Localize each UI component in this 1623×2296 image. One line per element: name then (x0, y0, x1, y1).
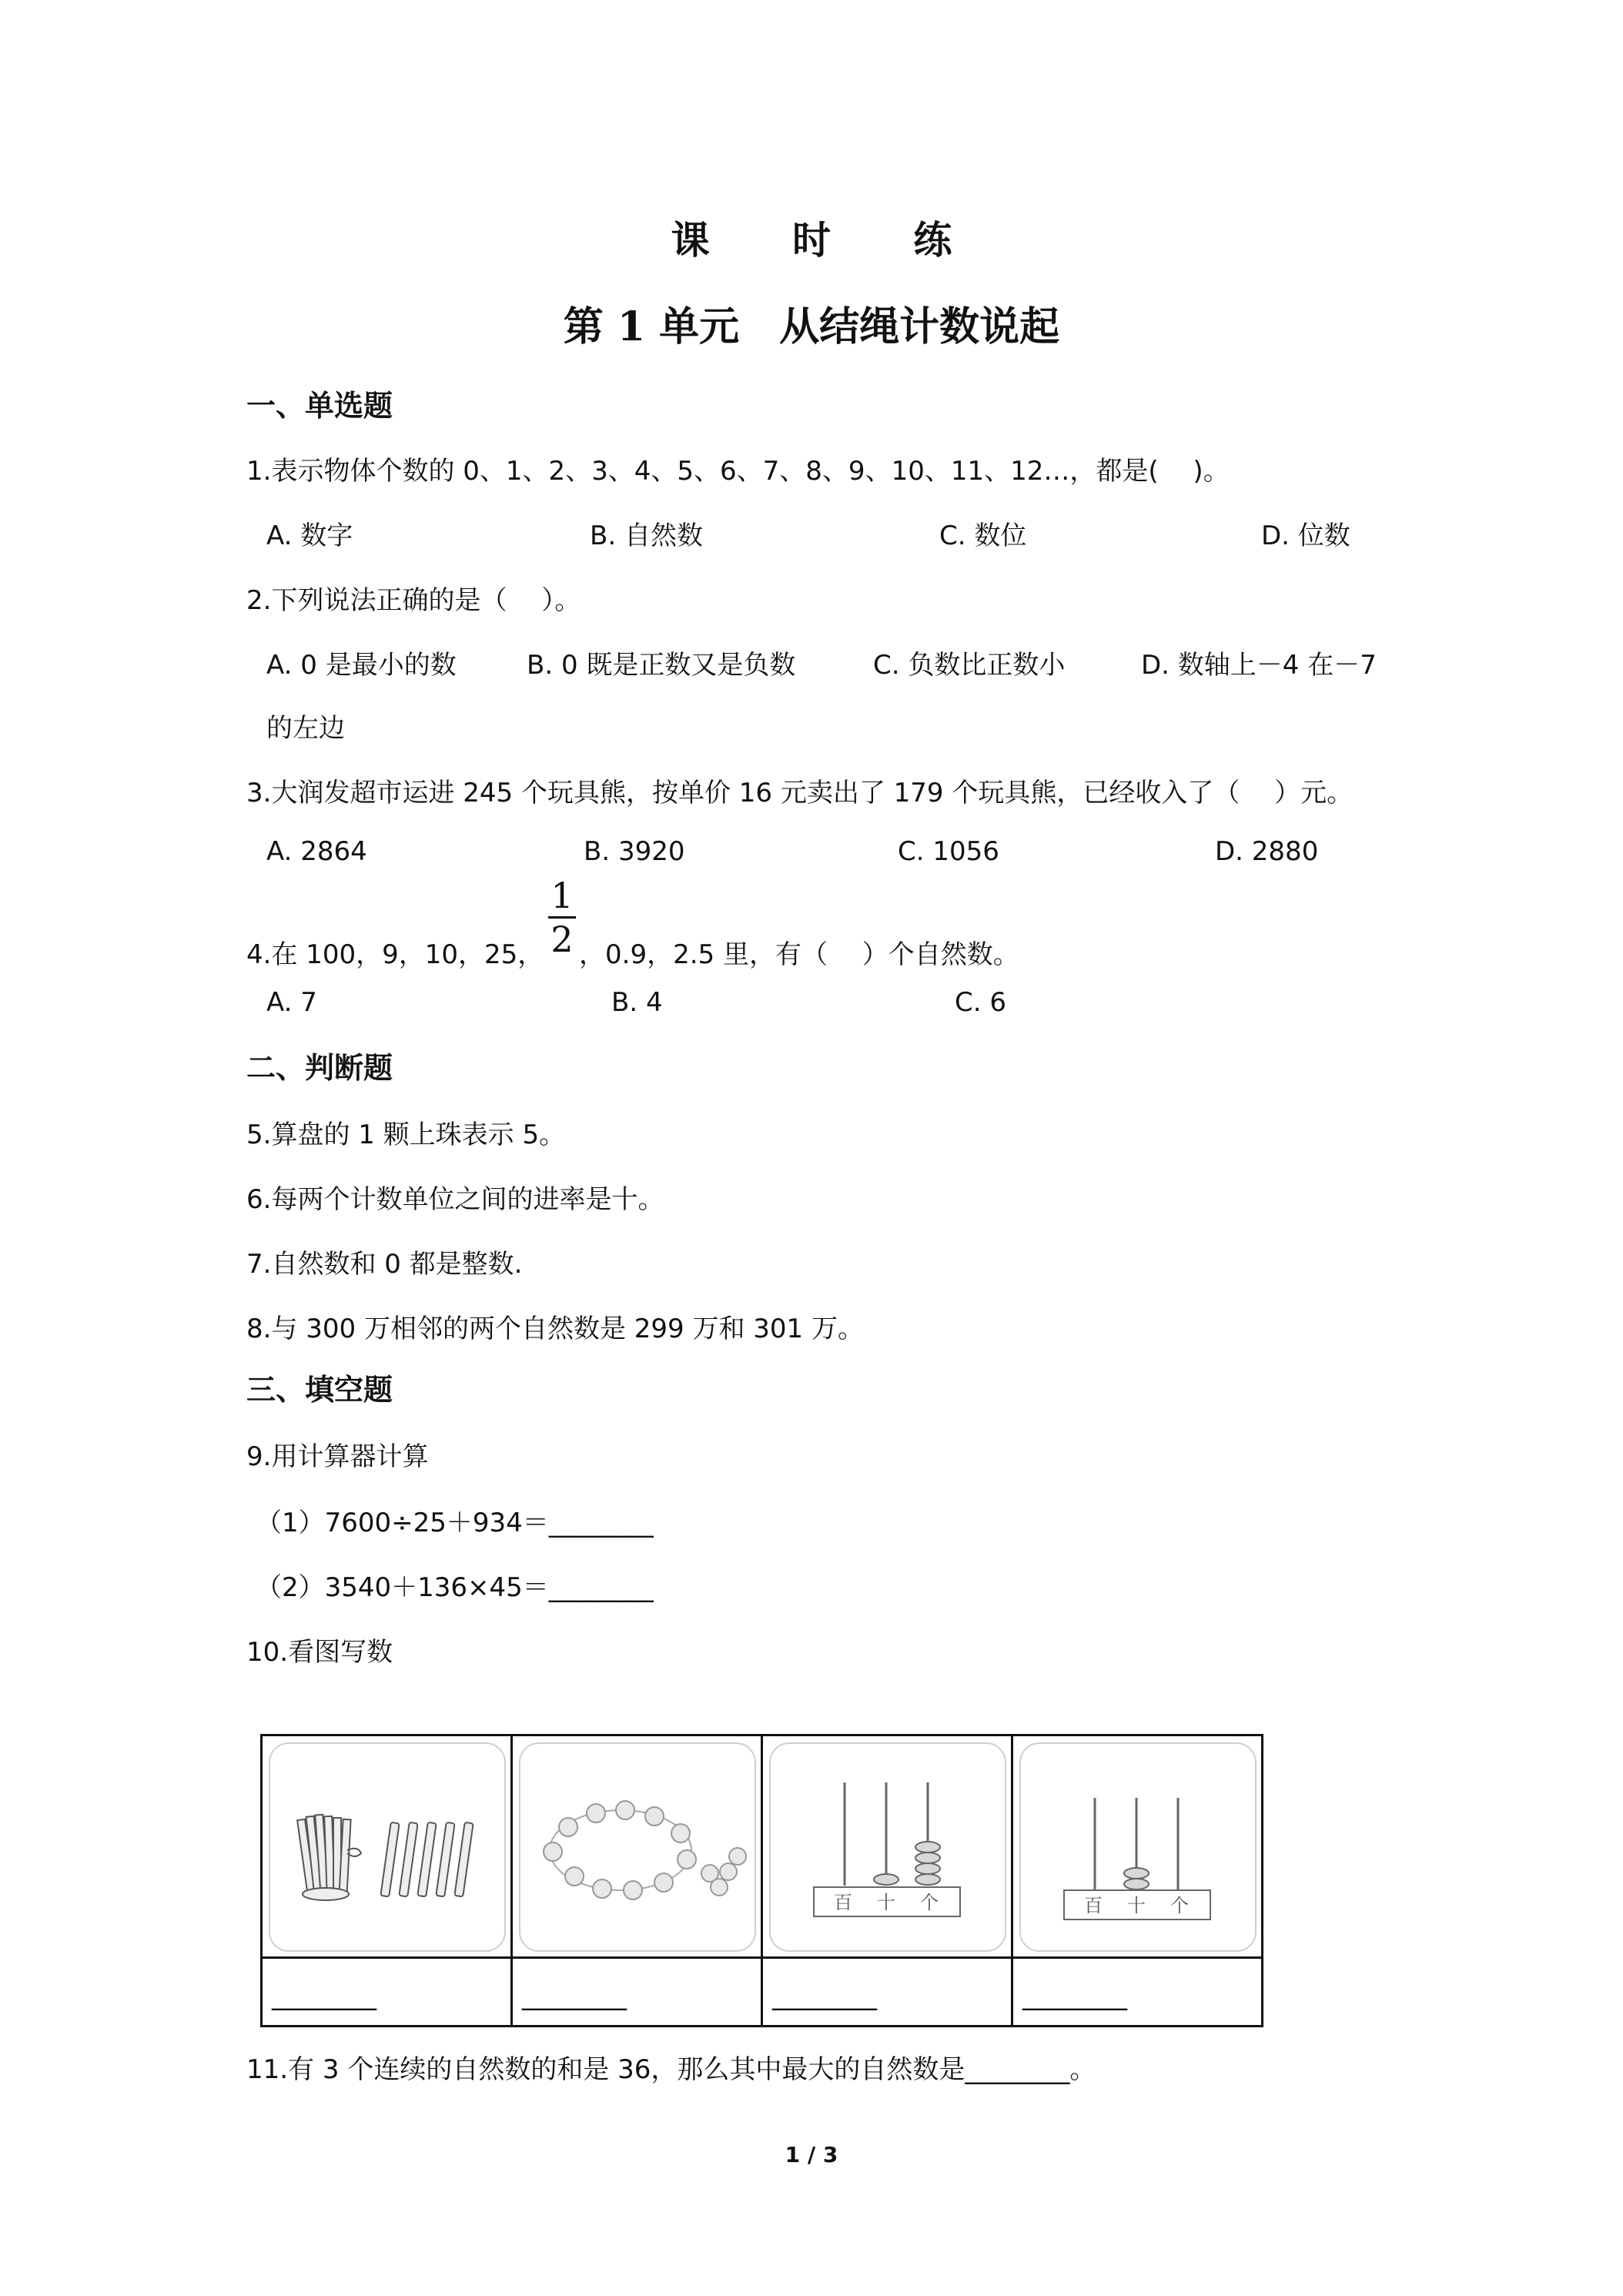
q4-option-c: C. 6 (955, 987, 1006, 1018)
answer-cell-3[interactable] (762, 1958, 1012, 2027)
question-11: 11.有 3 个连续的自然数的和是 36，那么其中最大的自然数是________。 (246, 2054, 1096, 2085)
question-5: 5.算盘的 1 颗上珠表示 5。 (246, 1120, 566, 1150)
q2-option-c: C. 负数比正数小 (873, 650, 1066, 681)
section-fill-blank: 三、填空题 (246, 1373, 393, 1407)
section-single-choice: 一、单选题 (246, 389, 393, 423)
abacus-illustration-1 (763, 1736, 1011, 1956)
beads-illustration (513, 1736, 761, 1956)
q4-option-a: A. 7 (266, 987, 317, 1018)
answer-blank-3: ________ (772, 1980, 877, 2011)
q1-option-b: B. 自然数 (590, 520, 703, 551)
page-title: 课 时 练 (671, 217, 987, 263)
question-6: 6.每两个计数单位之间的进率是十。 (246, 1184, 664, 1215)
answer-cell-1[interactable] (262, 1958, 512, 2027)
q2-option-d: D. 数轴上－4 在－7 (1141, 650, 1377, 681)
question-4-part1: 4.在 100，9，10，25， (246, 939, 544, 970)
q1-option-a: A. 数字 (266, 520, 353, 551)
page-number: 1 / 3 (785, 2142, 838, 2167)
question-9-part1: （1）7600÷25＋934＝________ (256, 1508, 654, 1538)
q3-option-d: D. 2880 (1215, 836, 1319, 867)
answer-cell-2[interactable] (512, 1958, 762, 2027)
image-cell-sticks (262, 1735, 512, 1958)
unit-title: 第 1 单元 从结绳计数说起 (563, 303, 1060, 350)
q1-option-c: C. 数位 (939, 520, 1027, 551)
question-3: 3.大润发超市运进 245 个玩具熊，按单价 16 元卖出了 179 个玩具熊，已经收入了（ ）元。 (246, 778, 1354, 808)
fraction-one-half (548, 875, 576, 960)
question-7: 7.自然数和 0 都是整数. (246, 1249, 523, 1280)
image-cell-abacus-2 (1012, 1735, 1263, 1958)
q2-option-b: B. 0 既是正数又是负数 (527, 650, 796, 681)
abacus-label-hundreds: 百 (1084, 1895, 1103, 1916)
q1-option-d: D. 位数 (1261, 520, 1350, 551)
question-1: 1.表示物体个数的 0、1、2、3、4、5、6、7、8、9、10、11、12…，都是( )。 (246, 456, 1230, 487)
q4-option-b: B. 4 (611, 987, 663, 1018)
fraction-numerator: 1 (550, 875, 574, 916)
q3-option-c: C. 1056 (898, 836, 999, 867)
abacus-label-hundreds: 百 (834, 1892, 852, 1913)
question-10: 10.看图写数 (246, 1637, 393, 1668)
image-cell-abacus-1 (762, 1735, 1012, 1958)
q2-option-d-continued: 的左边 (266, 713, 345, 744)
fraction-denominator: 2 (550, 919, 574, 960)
image-cell-beads (512, 1735, 762, 1958)
answer-blank-2: ________ (522, 1980, 627, 2011)
question-9-part2: （2）3540＋136×45＝________ (256, 1572, 654, 1603)
sticks-illustration (263, 1736, 510, 1956)
abacus-illustration-2 (1013, 1736, 1261, 1956)
question-9: 9.用计算器计算 (246, 1441, 429, 1472)
q2-option-a: A. 0 是最小的数 (266, 650, 457, 681)
section-true-false: 二、判断题 (246, 1051, 393, 1085)
answer-cell-4[interactable] (1012, 1958, 1263, 2027)
answer-blank-1: ________ (272, 1980, 376, 2011)
question-2: 2.下列说法正确的是（ ）。 (246, 585, 581, 616)
abacus-label-ones: 个 (920, 1892, 939, 1913)
abacus-label-tens: 十 (877, 1892, 895, 1913)
picture-number-table (260, 1734, 1263, 2027)
q3-option-b: B. 3920 (584, 836, 685, 867)
abacus-label-tens: 十 (1127, 1895, 1146, 1916)
question-4-part2: ，0.9，2.5 里，有（ ）个自然数。 (579, 939, 1019, 970)
abacus-label-ones: 个 (1170, 1895, 1189, 1916)
answer-blank-4: ________ (1022, 1980, 1127, 2011)
question-8: 8.与 300 万相邻的两个自然数是 299 万和 301 万。 (246, 1314, 864, 1344)
q3-option-a: A. 2864 (266, 836, 367, 867)
